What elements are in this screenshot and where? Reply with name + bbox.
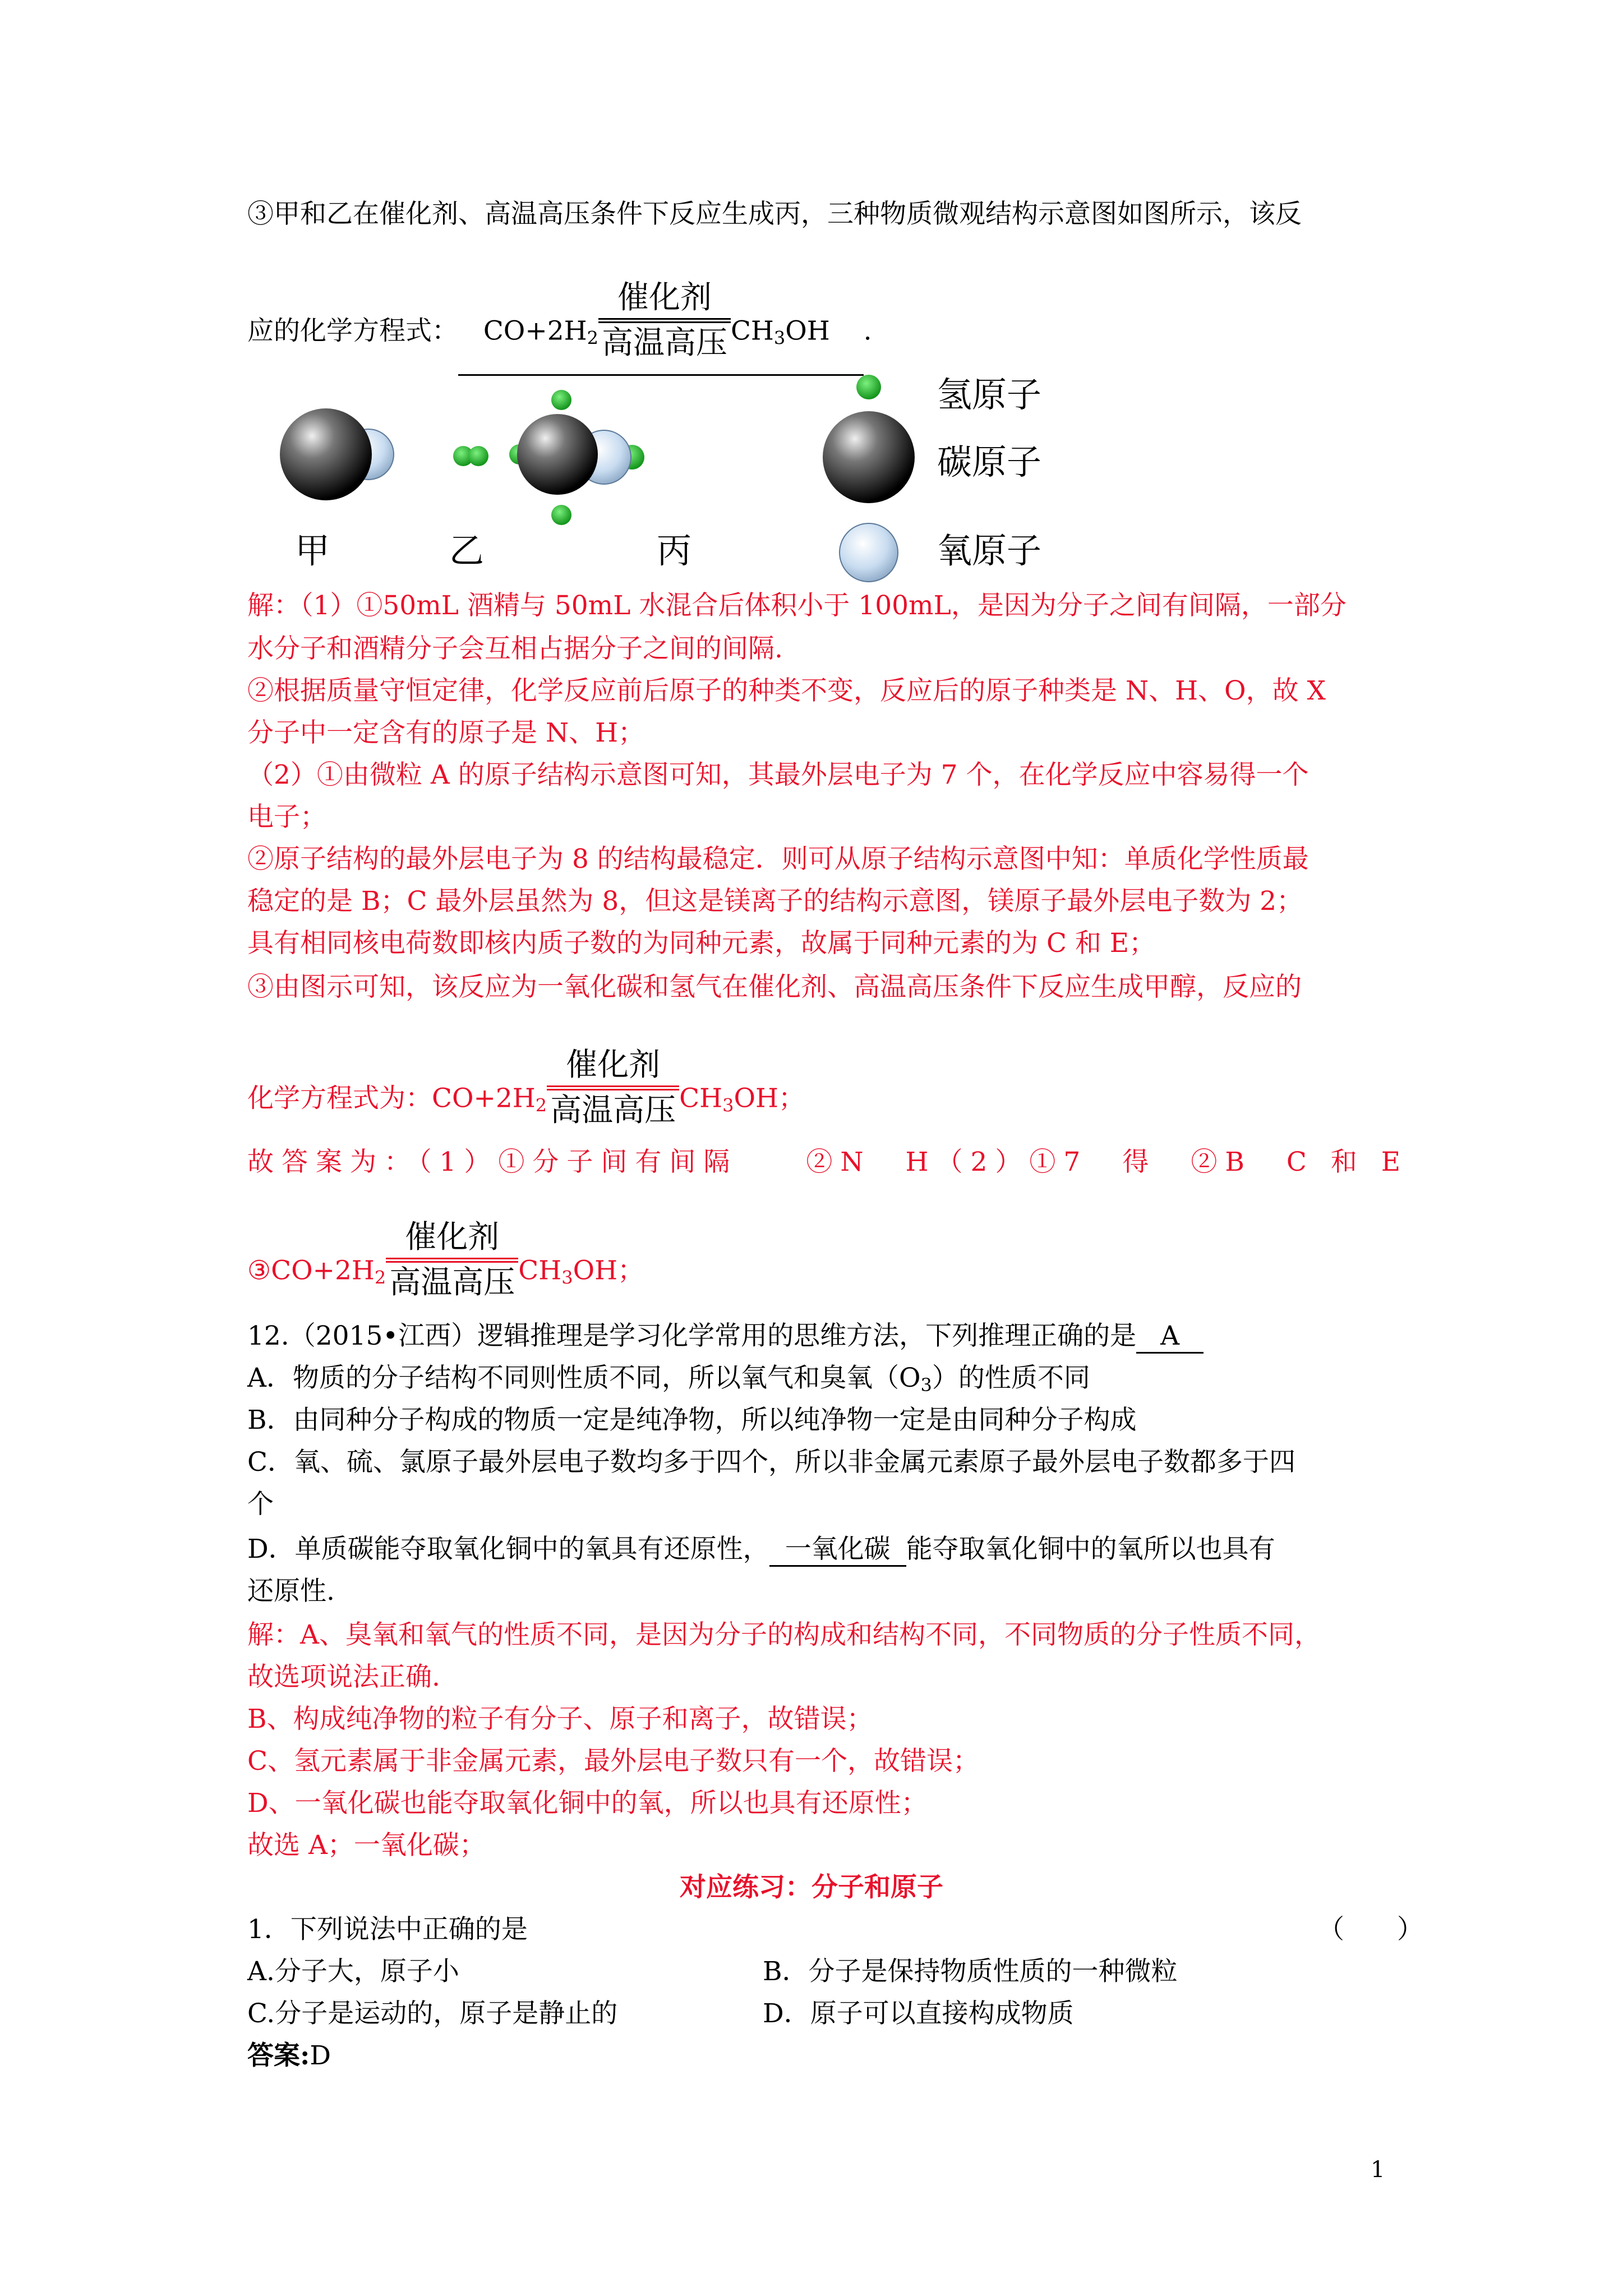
q12-solution-line: D、一氧化碳也能夺取氧化铜中的氧，所以也具有还原性； <box>247 1788 928 1819</box>
legend-carbon-icon <box>823 411 915 503</box>
q12-stem-line <box>247 1319 1204 1354</box>
eq-reactants: CO+2H <box>483 315 587 347</box>
q12-option-d-blank: 一氧化碳 <box>769 1534 906 1567</box>
eq-temp-pressure: 高温高压 <box>601 325 727 361</box>
sol-eq-product: CH <box>679 1083 723 1114</box>
page-number: 1 <box>1371 2157 1385 2183</box>
molecule-diagram <box>247 373 1089 586</box>
label-jia: 甲 <box>295 530 330 571</box>
ans-eq-condition <box>386 1219 518 1301</box>
q12-option-a-tail: ）的性质不同 <box>932 1363 1090 1393</box>
ex1-paren: （ ） <box>1318 1914 1423 1945</box>
q12-solution-line: 解：A、臭氧和氧气的性质不同，是因为分子的构成和结构不同，不同物质的分子性质不同， <box>247 1619 1321 1650</box>
eq-product: CH <box>730 315 774 347</box>
carbon-atom <box>517 414 598 495</box>
q12-option-d-suffix: 能夺取氧化铜中的氧所以也具有 <box>906 1534 1275 1565</box>
ans-eq-catalyst: 催化剂 <box>405 1219 500 1255</box>
eq-end: . <box>863 315 872 347</box>
eq-condition <box>598 279 731 362</box>
q12-solution-line: B、构成纯净物的粒子有分子、原子和离子，故错误； <box>247 1704 873 1734</box>
sol-eq-prefix: 化学方程式为：CO+2H <box>247 1083 536 1114</box>
equation-prefix: 应的化学方程式： <box>247 315 458 347</box>
hydrogen-atom <box>551 505 571 525</box>
ex1-option-c: C.分子是运动的，原子是静止的 <box>247 1998 618 2029</box>
hydrogen-atom <box>551 390 571 410</box>
solution-line: 解：（1）①50mL 酒精与 50mL 水混合后体积小于 100mL，是因为分子之间有间隔，一部分 <box>247 590 1347 621</box>
solution-line: ③由图示可知，该反应为一氧化碳和氢气在催化剂、高温高压条件下反应生成甲醇，反应的 <box>247 972 1302 1002</box>
solution-line: ②原子结构的最外层电子为 8 的结构最稳定．则可从原子结构示意图中知：单质化学性质最 <box>247 844 1309 875</box>
solution-line: ②根据质量守恒定律，化学反应前后原子的种类不变，反应后的原子种类是 N、H、O，故 X <box>247 675 1326 706</box>
solution-line: 电子； <box>247 802 326 832</box>
ex1-answer-label: 答案: <box>247 2040 310 2071</box>
q12-answer-blank: A <box>1136 1320 1204 1354</box>
q12-option-a-sub: 3 <box>920 1374 932 1396</box>
sol-eq-product-tail: OH； <box>734 1083 805 1114</box>
solution-line: 水分子和酒精分子会互相占据分子之间的间隔. <box>247 633 783 664</box>
ans-eq-prefix: ③CO+2H <box>247 1255 375 1286</box>
ex1-answer-value: D <box>310 2040 331 2071</box>
ans-eq-product-tail: OH； <box>573 1255 644 1286</box>
q12-option-c: C．氧、硫、氯原子最外层电子数均多于四个，所以非金属元素原子最外层电子数都多于四 <box>247 1447 1295 1478</box>
legend-hydrogen: 氢原子 <box>937 374 1042 415</box>
q12-solution-line: 故选 A；一氧化碳； <box>247 1830 486 1861</box>
sol-eq-temp-pressure: 高温高压 <box>550 1092 676 1129</box>
solution-equation <box>247 1047 805 1142</box>
answer-line: 故答案为：（1）①分子间有间隔 ②N H（2）①7 得 ②B C 和 E <box>247 1147 1409 1177</box>
eq-product-tail: OH <box>785 315 830 347</box>
ans-eq-product: CH <box>518 1255 562 1286</box>
carbon-atom <box>280 408 372 500</box>
sol-eq-catalyst: 催化剂 <box>566 1047 661 1083</box>
legend-hydrogen-icon <box>856 375 881 399</box>
q12-solution-line: C、氢元素属于非金属元素，最外层电子数只有一个，故错误； <box>247 1746 979 1777</box>
equation-line <box>247 279 872 376</box>
eq-sub: 2 <box>587 327 598 349</box>
ex1-option-a: A.分子大，原子小 <box>247 1956 459 1987</box>
legend-carbon: 碳原子 <box>937 441 1042 482</box>
ex1-stem: 1．下列说法中正确的是 <box>247 1914 528 1945</box>
sol-eq-sub: 2 <box>535 1094 547 1116</box>
q12-option-c-cont: 个 <box>247 1489 274 1520</box>
solution-line: （2）①由微粒 A 的原子结构示意图可知，其最外层电子为 7 个，在化学反应中容易得一个 <box>247 760 1309 790</box>
hydrogen-atom <box>468 446 488 466</box>
ans-eq-temp-pressure: 高温高压 <box>389 1264 515 1301</box>
legend-oxygen: 氧原子 <box>937 530 1042 571</box>
q12-option-a-text: A．物质的分子结构不同则性质不同，所以氧气和臭氧（O <box>247 1363 921 1393</box>
q12-option-d-prefix: D．单质碳能夺取氧化铜中的氧具有还原性， <box>247 1534 769 1565</box>
q12-option-d <box>247 1533 1275 1567</box>
q12-option-d-cont: 还原性. <box>247 1576 335 1607</box>
sol-eq-product-sub: 3 <box>722 1094 734 1116</box>
q12-stem: 12.（2015•江西）逻辑推理是学习化学常用的思维方法，下列推理正确的是 <box>247 1320 1137 1351</box>
label-yi: 乙 <box>449 530 485 571</box>
ex1-option-d: D．原子可以直接构成物质 <box>763 1998 1074 2029</box>
exercise-heading: 对应练习：分子和原子 <box>680 1872 943 1903</box>
label-bing: 丙 <box>657 530 692 571</box>
answer-equation <box>247 1219 644 1314</box>
solution-line: 具有相同核电荷数即核内质子数的为同种元素，故属于同种元素的为 C 和 E； <box>247 928 1156 959</box>
q12-solution-line: 故选项说法正确. <box>247 1662 440 1692</box>
ans-eq-product-sub: 3 <box>561 1267 573 1289</box>
ex1-answer <box>247 2039 331 2073</box>
q12-option-b: B．由同种分子构成的物质一定是纯净物，所以纯净物一定是由同种分子构成 <box>247 1405 1137 1435</box>
ans-eq-sub: 2 <box>374 1267 386 1289</box>
ex1-option-b: B．分子是保持物质性质的一种微粒 <box>763 1956 1178 1987</box>
sol-eq-condition <box>547 1047 679 1129</box>
q12-option-a <box>247 1361 1090 1402</box>
solution-line: 分子中一定含有的原子是 N、H； <box>247 717 645 748</box>
solution-line: 稳定的是 B；C 最外层虽然为 8，但这是镁离子的结构示意图，镁原子最外层电子数为 2； <box>247 886 1303 917</box>
eq-catalyst: 催化剂 <box>617 279 712 316</box>
equation-blank <box>458 279 864 376</box>
eq-product-sub: 3 <box>773 327 786 349</box>
legend-oxygen-icon <box>840 523 898 582</box>
q3-intro: ③甲和乙在催化剂、高温高压条件下反应生成丙，三种物质微观结构示意图如图所示，该反 <box>247 199 1302 229</box>
